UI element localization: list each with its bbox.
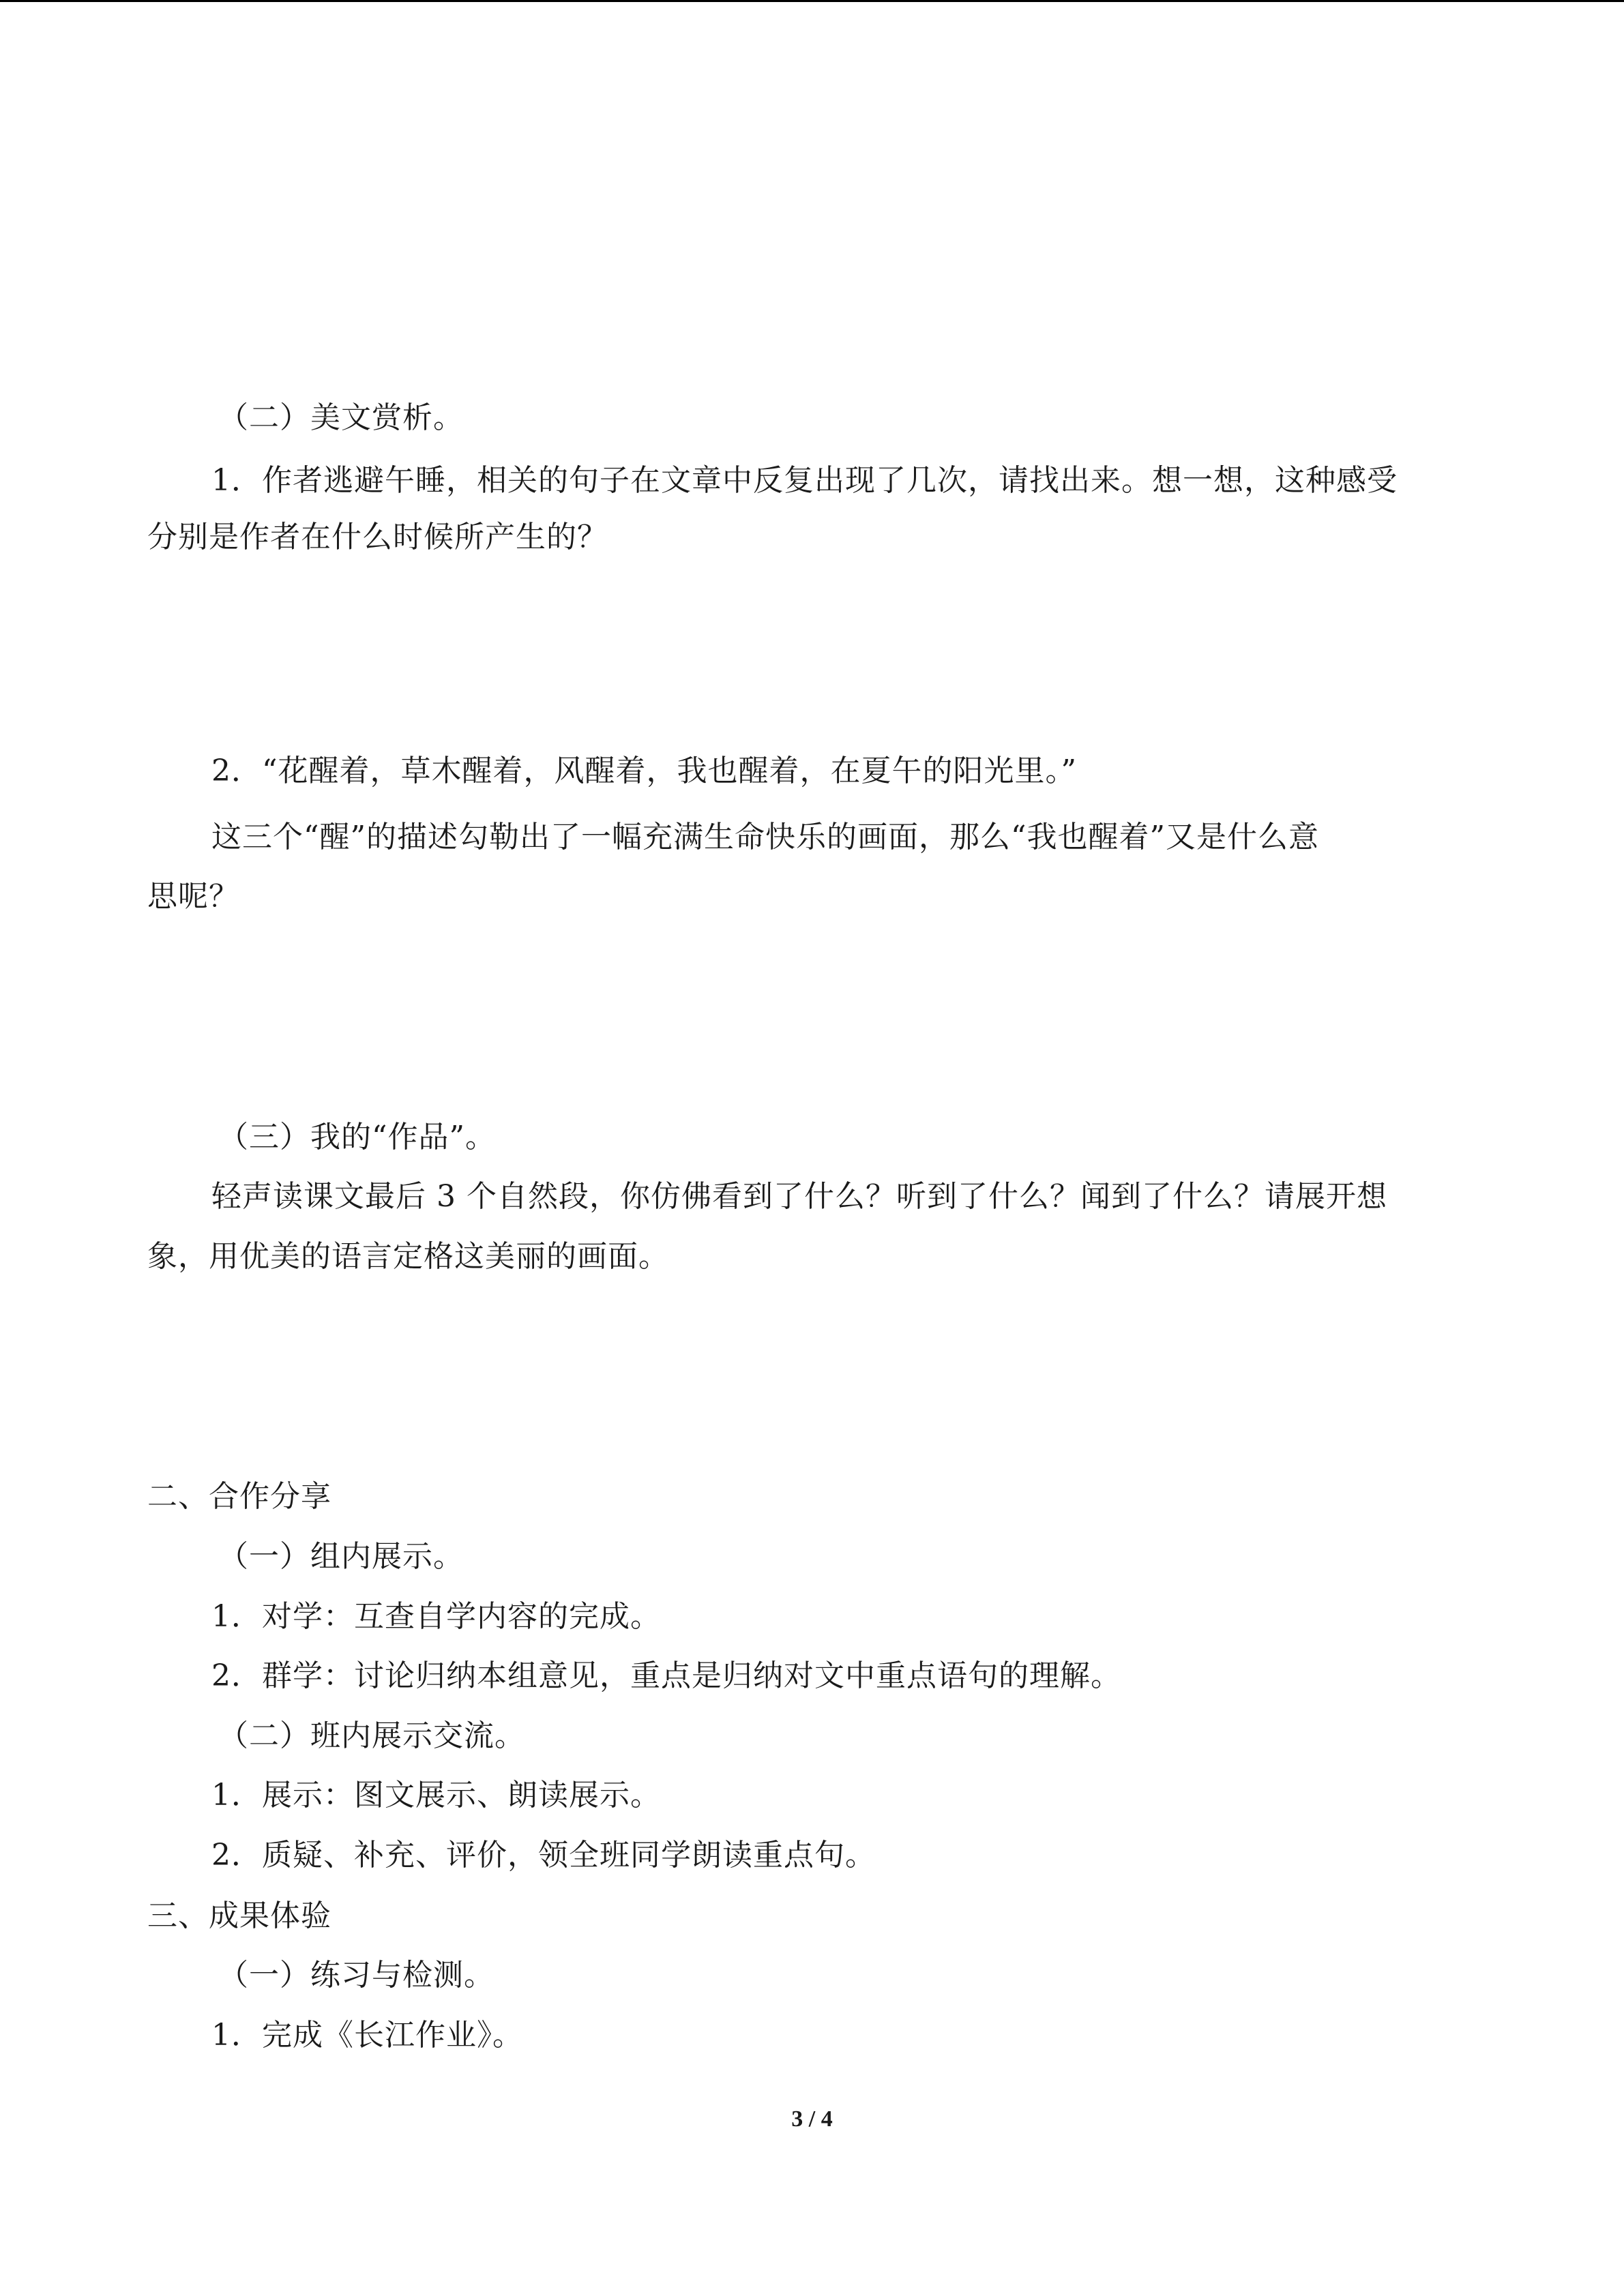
question-2-quote: 2．“花醒着，草木醒着，风醒着，我也醒着，在夏午的阳光里。”	[211, 754, 1077, 788]
section-heading-cooperation: 二、合作分享	[147, 1479, 331, 1514]
subheading-class-show: （二）班内展示交流。	[218, 1718, 525, 1753]
group-item-2: 2．群学：讨论归纳本组意见，重点是归纳对文中重点语句的理解。	[211, 1658, 1121, 1693]
question-1-line-1: 1．作者逃避午睡，相关的句子在文章中反复出现了几次，请找出来。想一想，这种感受	[211, 463, 1398, 498]
group-item-1: 1．对学：互查自学内容的完成。	[211, 1599, 661, 1634]
subheading-appreciation: （二）美文赏析。	[218, 400, 464, 435]
question-2-line-1: 这三个“醒”的描述勾勒出了一幅充满生命快乐的画面，那么“我也醒着”又是什么意	[211, 820, 1319, 854]
subheading-practice: （一）练习与检测。	[218, 1958, 494, 1993]
section-heading-results: 三、成果体验	[147, 1898, 331, 1933]
my-work-line-1: 轻声读课文最后 3 个自然段，你仿佛看到了什么？听到了什么？闻到了什么？请展开想	[211, 1179, 1387, 1214]
question-1-line-2: 分别是作者在什么时候所产生的？	[147, 520, 608, 554]
question-2-line-2: 思呢？	[147, 879, 239, 914]
practice-item-1: 1．完成《长江作业》。	[211, 2018, 523, 2053]
class-item-2: 2．质疑、补充、评价，领全班同学朗读重点句。	[211, 1838, 876, 1873]
class-item-1: 1．展示：图文展示、朗读展示。	[211, 1778, 661, 1813]
subheading-group-show: （一）组内展示。	[218, 1539, 464, 1574]
page-number: 3 / 4	[791, 2106, 833, 2132]
subheading-my-work: （三）我的“作品”。	[218, 1120, 496, 1154]
my-work-line-2: 象，用优美的语言定格这美丽的画面。	[147, 1239, 669, 1274]
